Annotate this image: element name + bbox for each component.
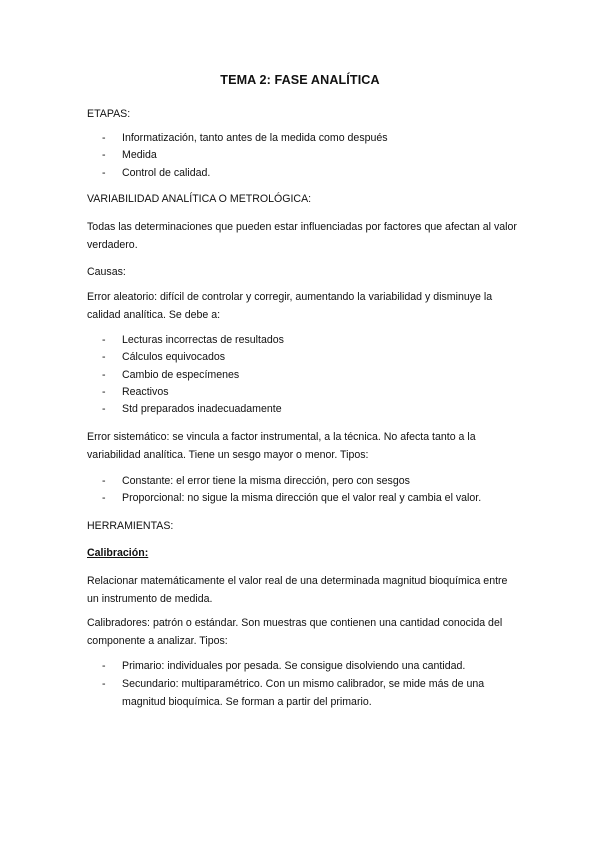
error-aleatorio-list (87, 332, 517, 418)
list-item: - Lecturas incorrectas de resultados (102, 334, 284, 346)
calibracion-heading: Calibración: (87, 547, 149, 559)
variabilidad-intro: Todas las determinaciones que pueden estar influenciadas por factores que afectan al valor verdadero. (87, 221, 517, 251)
list-item: - Medida (102, 149, 157, 162)
list-item: - Cálculos equivocados (102, 351, 226, 364)
calibracion-paragraph: Relacionar matemáticamente el valor real de una determinada magnitud bioquímica entre un instrumento de medida. (87, 575, 508, 605)
list-item: - Primario: individuales por pesada. Se consigue disolviendo una cantidad. (102, 660, 466, 672)
list-item: - Informatización, tanto antes de la medida como después (102, 132, 388, 144)
list-item: - Secundario: multiparamétrico. Con un mismo calibrador, se mide más de una magnitud bioquímica. Se forman a partir del primario. (102, 678, 485, 709)
error-sistematico-list (87, 473, 517, 508)
list-item: - Std preparados inadecuadamente (102, 403, 282, 416)
list-item: - Control de calidad. (102, 166, 211, 179)
list-item: - Reactivos (102, 385, 169, 398)
calibradores-list (87, 658, 517, 711)
list-item: - Cambio de especímenes (102, 368, 240, 381)
herramientas-heading: HERRAMIENTAS: (87, 520, 174, 532)
error-aleatorio-paragraph: Error aleatorio: difícil de controlar y corregir, aumentando la variabilidad y disminuye la calidad analítica. Se debe a: (87, 291, 493, 321)
calibradores-paragraph: Calibradores: patrón o estándar. Son muestras que contienen una cantidad conocida del componente a analizar. Tipos: (87, 617, 503, 647)
list-item: - Constante: el error tiene la misma dirección, pero con sesgos (102, 475, 410, 487)
causas-label: Causas: (87, 266, 126, 278)
etapas-list (87, 130, 517, 182)
etapas-heading: ETAPAS: (87, 108, 131, 120)
page-title: TEMA 2: FASE ANALÍTICA (220, 73, 380, 87)
variabilidad-heading: VARIABILIDAD ANALÍTICA O METROLÓGICA: (87, 193, 312, 205)
list-item: - Proporcional: no sigue la misma dirección que el valor real y cambia el valor. (102, 492, 482, 505)
error-sistematico-paragraph: Error sistemático: se vincula a factor instrumental, a la técnica. No afecta tanto a la variabilidad analítica. Tiene un sesgo mayor o menor. Tipos: (87, 431, 476, 461)
